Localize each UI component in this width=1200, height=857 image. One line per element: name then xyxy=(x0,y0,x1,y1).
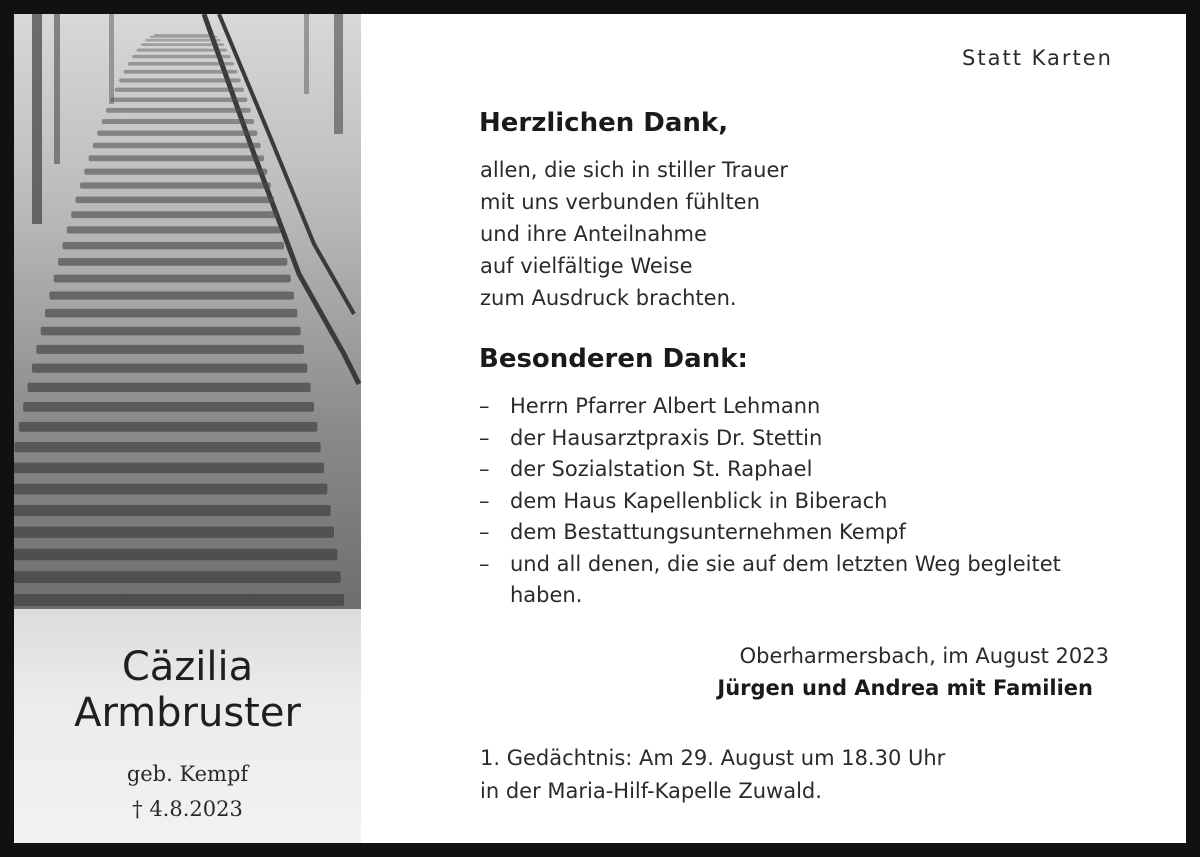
stair-step xyxy=(145,39,220,42)
stair-step xyxy=(93,143,261,149)
list-item xyxy=(479,486,1129,518)
special-thanks-heading: Besonderen Dank: xyxy=(479,344,748,374)
special-thanks-list xyxy=(479,391,1129,612)
list-item-text: der Hausarztpraxis Dr. Stettin xyxy=(510,425,823,450)
place-date: Oberharmersbach, im August 2023 xyxy=(739,644,1109,668)
dash-marker: – xyxy=(479,394,490,418)
tree-trunk xyxy=(334,14,343,134)
text-panel xyxy=(361,14,1186,843)
stair-step xyxy=(14,594,344,606)
deceased-last-name: Armbruster xyxy=(74,690,301,736)
stair-step xyxy=(84,169,267,175)
stair-step xyxy=(89,155,264,161)
name-box xyxy=(14,609,361,843)
list-item xyxy=(479,549,1129,612)
stair-step xyxy=(19,422,317,432)
stair-step xyxy=(80,182,271,188)
thanks-heading: Herzlichen Dank, xyxy=(479,108,729,138)
stair-step xyxy=(132,55,230,58)
stair-step xyxy=(15,442,321,452)
dash-marker: – xyxy=(479,520,490,544)
dash-marker: – xyxy=(479,551,490,576)
list-item xyxy=(479,517,1129,549)
thanks-line: allen, die sich in stiller Trauer xyxy=(480,158,789,182)
forest-stairs-photo xyxy=(14,14,361,609)
stair-step xyxy=(54,275,291,283)
statt-karten-label: Statt Karten xyxy=(962,46,1113,70)
stair-step xyxy=(28,383,311,392)
stair-step xyxy=(97,131,257,136)
stair-step xyxy=(36,345,304,354)
stair-step xyxy=(41,327,301,336)
thanks-text xyxy=(480,154,788,314)
thanks-line: und ihre Anteilnahme xyxy=(480,222,707,246)
tree-trunk xyxy=(54,14,60,164)
list-item xyxy=(479,391,1129,423)
stair-step xyxy=(49,292,294,300)
dash-marker: – xyxy=(479,457,490,481)
thanks-line: auf vielfältige Weise xyxy=(480,254,693,278)
list-item xyxy=(479,454,1129,486)
list-item xyxy=(479,423,1129,455)
thanks-line: mit uns verbunden fühlten xyxy=(480,190,760,214)
stair-step xyxy=(115,88,244,92)
list-item-text: dem Bestattungsunternehmen Kempf xyxy=(510,520,906,544)
stair-step xyxy=(14,484,327,495)
stair-step xyxy=(14,571,341,583)
thanks-line: zum Ausdruck brachten. xyxy=(480,286,737,310)
stair-step xyxy=(102,119,254,124)
list-item-text: der Sozialstation St. Raphael xyxy=(510,457,813,481)
tree-trunk xyxy=(304,14,309,94)
stair-step xyxy=(32,364,307,373)
stair-step xyxy=(67,226,281,233)
railing xyxy=(219,14,354,314)
stair-step xyxy=(128,62,234,66)
list-item-text: Herrn Pfarrer Albert Lehmann xyxy=(510,394,821,418)
stairs-illustration xyxy=(14,14,361,609)
stair-step xyxy=(14,549,337,560)
stair-step xyxy=(45,309,297,317)
death-date: † 4.8.2023 xyxy=(132,797,243,821)
stair-step xyxy=(62,242,284,249)
stair-step xyxy=(150,36,218,38)
stair-step xyxy=(14,527,334,538)
stair-step xyxy=(110,97,247,102)
stair-step xyxy=(106,108,251,113)
tree-trunk xyxy=(32,14,42,224)
stair-step xyxy=(123,70,237,74)
list-item-text: und all denen, die sie auf dem letzten Weg begleitet haben. xyxy=(510,551,1061,607)
stair-step xyxy=(76,197,274,204)
stair-step xyxy=(14,463,324,473)
memorial-line: in der Maria-Hilf-Kapelle Zuwald. xyxy=(480,779,822,803)
stair-step xyxy=(137,49,228,52)
left-panel xyxy=(14,14,361,843)
memorial-info xyxy=(480,742,945,808)
stair-step xyxy=(14,505,331,516)
stair-step xyxy=(71,211,277,218)
stair-steps xyxy=(14,34,344,606)
stair-step xyxy=(23,402,314,412)
deceased-first-name: Cäzilia xyxy=(121,644,254,690)
stair-step xyxy=(141,43,224,46)
maiden-name: geb. Kempf xyxy=(126,762,249,786)
tree-trunk xyxy=(109,14,114,104)
stair-step xyxy=(119,78,241,82)
list-item-text: dem Haus Kapellenblick in Biberach xyxy=(510,488,888,513)
memorial-line: 1. Gedächtnis: Am 29. August um 18.30 Uhr xyxy=(480,746,946,770)
family-signature: Jürgen und Andrea mit Familien xyxy=(717,676,1093,700)
stair-step xyxy=(58,258,287,266)
dash-marker: – xyxy=(479,488,490,513)
dash-marker: – xyxy=(479,425,490,450)
